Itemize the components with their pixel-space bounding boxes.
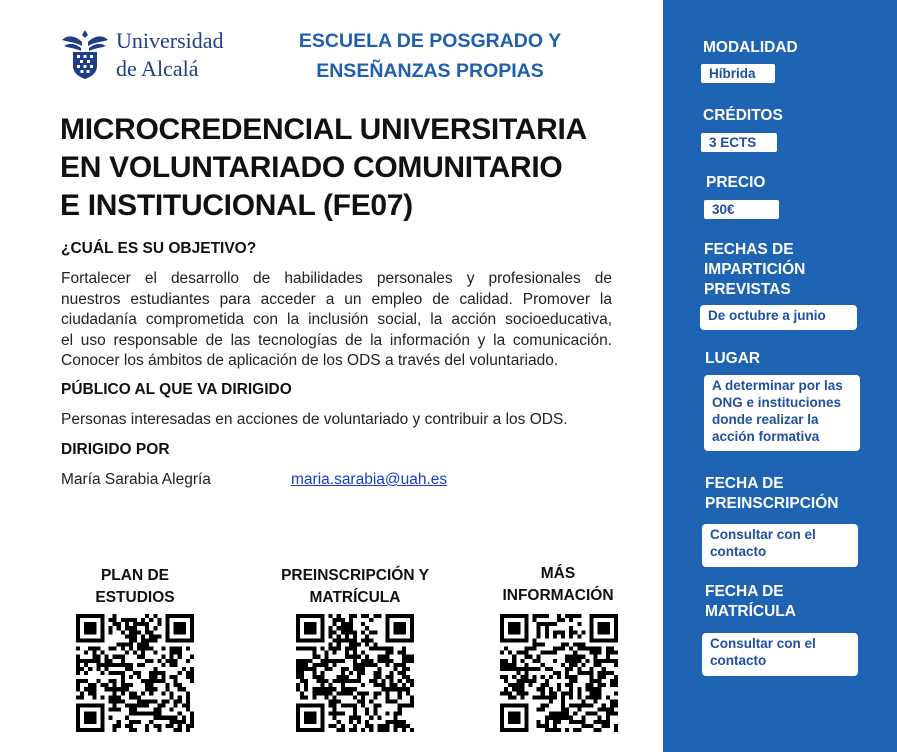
matricula-value-line-1: Consultar con el: [710, 636, 816, 651]
qr-label-info-line-2: INFORMACIÓN: [502, 587, 614, 604]
objective-heading: ¿CUÁL ES SU OBJETIVO?: [61, 240, 257, 257]
qr-label-info-line-1: MÁS: [540, 565, 576, 582]
modalidad-label: MODALIDAD: [703, 39, 798, 56]
precio-value: 30€: [704, 200, 779, 219]
qr-label-preinscripcion-line-1: PREINSCRIPCIÓN Y: [281, 567, 429, 584]
fechas-imparticion-label: [704, 240, 805, 300]
qr-label-preinscripcion: [260, 565, 450, 609]
logo-wordmark: [116, 27, 224, 83]
qr-label-plan-line-1: PLAN DE: [100, 567, 170, 584]
page-title: [60, 111, 660, 225]
matricula-value-line-2: contacto: [710, 653, 767, 668]
creditos-label: CRÉDITOS: [703, 107, 783, 124]
fechas-imparticion-value: De octubre a junio: [700, 305, 857, 330]
objective-line-1: Fortalecer el desarrollo de habilidades personales y profesionales de: [61, 270, 612, 287]
fechas-label-line-3: PREVISTAS: [704, 281, 791, 298]
objective-text: [61, 269, 612, 372]
creditos-value: 3 ECTS: [701, 133, 777, 152]
qr-label-preinscripcion-line-2: MATRÍCULA: [309, 589, 401, 606]
objective-line-3: ciudadanía comprometida con la inclusión social, la acción socioeducativa,: [61, 311, 612, 328]
lugar-label: LUGAR: [705, 350, 761, 367]
fechas-label-line-1: FECHAS DE: [704, 241, 794, 258]
qr-label-plan: [60, 565, 210, 609]
objective-line-5: Conocer los ámbitos de aplicación de los ODS a través del voluntariado.: [61, 352, 559, 369]
preinscripcion-label: [705, 474, 839, 514]
university-logo: [60, 26, 240, 80]
preinscripcion-value: [702, 524, 858, 567]
lugar-value-line-3: donde realizar la: [712, 412, 819, 427]
precio-label: PRECIO: [706, 174, 766, 191]
modalidad-value: Híbrida: [701, 64, 775, 83]
school-line-2: ENSEÑANZAS PROPIAS: [316, 60, 544, 82]
qr-label-plan-line-2: ESTUDIOS: [95, 589, 175, 606]
director-name: María Sarabia Alegría: [61, 471, 211, 488]
matricula-label: [705, 582, 796, 622]
logo-line-1: Universidad: [116, 28, 224, 53]
director-heading: DIRIGIDO POR: [61, 441, 170, 458]
lugar-value-line-2: ONG e instituciones: [712, 395, 842, 410]
qr-code-plan-de-estudios[interactable]: [76, 614, 194, 732]
qr-label-info: [483, 563, 633, 607]
lugar-value: [704, 375, 860, 451]
title-line-3: E INSTITUCIONAL (FE07): [60, 189, 413, 222]
preinscripcion-label-line-2: PREINSCRIPCIÓN: [705, 495, 839, 512]
matricula-value: [702, 633, 858, 676]
university-crest-icon: [60, 26, 110, 80]
title-line-1: MICROCREDENCIAL UNIVERSITARIA: [60, 113, 587, 146]
school-name: [270, 26, 590, 86]
objective-line-2: nuestros estudiantes para acceder a un empleo de calidad. Promover la: [61, 290, 612, 308]
preinscripcion-value-line-1: Consultar con el: [710, 527, 816, 542]
preinscripcion-label-line-1: FECHA DE: [705, 475, 784, 492]
lugar-value-line-1: A determinar por las: [712, 378, 843, 393]
school-line-1: ESCUELA DE POSGRADO Y: [298, 30, 562, 52]
preinscripcion-value-line-2: contacto: [710, 544, 767, 559]
qr-code-mas-informacion[interactable]: [500, 614, 618, 732]
fechas-label-line-2: IMPARTICIÓN: [704, 261, 806, 278]
logo-line-2: de Alcalá: [116, 56, 199, 81]
matricula-label-line-1: FECHA DE: [705, 583, 784, 600]
objective-line-4: el uso responsable de las tecnologías de la información y la comunicación.: [61, 331, 612, 349]
director-email-link[interactable]: maria.sarabia@uah.es: [291, 471, 448, 488]
lugar-value-line-4: acción formativa: [712, 429, 820, 444]
matricula-label-line-2: MATRÍCULA: [705, 603, 796, 620]
qr-code-preinscripcion[interactable]: [296, 614, 414, 732]
audience-text: Personas interesadas en acciones de voluntariado y contribuir a los ODS.: [61, 411, 568, 428]
audience-heading: PÚBLICO AL QUE VA DIRIGIDO: [61, 381, 292, 398]
title-line-2: EN VOLUNTARIADO COMUNITARIO: [60, 151, 563, 184]
